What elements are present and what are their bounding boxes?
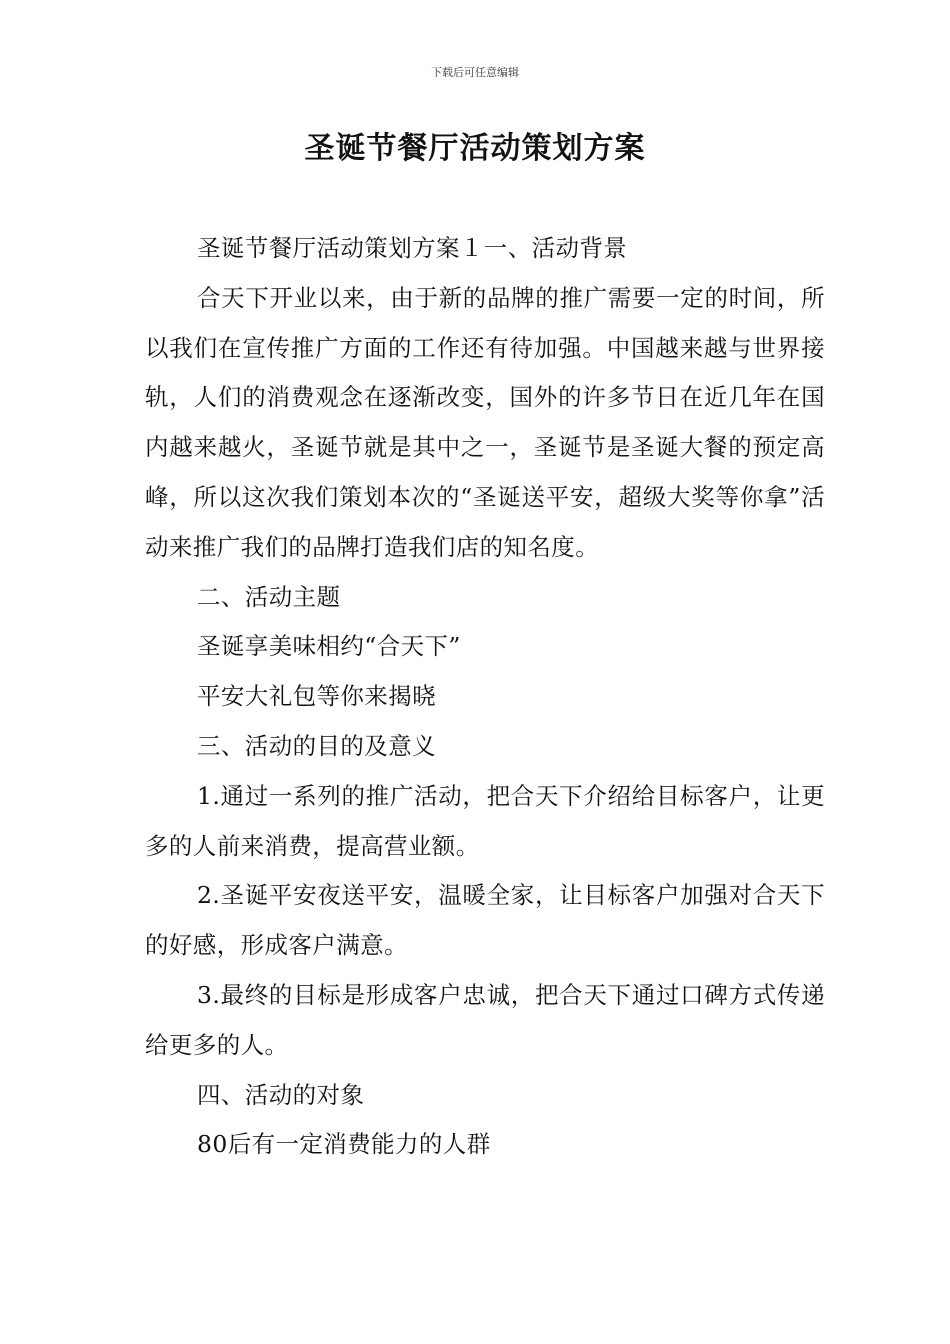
- document-title: 圣诞节餐厅活动策划方案: [304, 131, 646, 166]
- paragraph-purpose-3: 3.最终的目标是形成客户忠诚，把合天下通过口碑方式传递给更多的人。: [145, 980, 825, 1059]
- paragraph-theme-line-1: 圣诞享美味相约“合天下”: [197, 632, 461, 661]
- paragraph-target-audience: 80后有一定消费能力的人群: [197, 1130, 491, 1159]
- header-note: 下载后可任意编辑: [431, 66, 519, 79]
- paragraph-section-3-heading: 三、活动的目的及意义: [197, 731, 436, 760]
- paragraph-section-2-heading: 二、活动主题: [197, 582, 341, 611]
- paragraph-theme-line-2: 平安大礼包等你来揭晓: [197, 682, 436, 711]
- paragraph-purpose-2: 2.圣诞平安夜送平安，温暖全家，让目标客户加强对合天下的好感，形成客户满意。: [145, 881, 825, 960]
- document-body: [145, 224, 825, 1170]
- paragraph-background: 合天下开业以来，由于新的品牌的推广需要一定的时间，所以我们在宣传推广方面的工作还有待加强。中国越来越与世界接轨，人们的消费观念在逐渐改变，国外的许多节日在近几年在国内越来越火，圣诞节就是其中之一，圣诞节是圣诞大餐的预定高峰，所以这次我们策划本次的“圣诞送平安，超级大奖等你拿”活动来推广我们的品牌打造我们店的知名度。: [145, 283, 825, 561]
- paragraph-purpose-1: 1.通过一系列的推广活动，把合天下介绍给目标客户，让更多的人前来消费，提高营业额。: [145, 781, 825, 860]
- paragraph-section-1-heading: 圣诞节餐厅活动策划方案１一、活动背景: [197, 234, 628, 262]
- paragraph-section-4-heading: 四、活动的对象: [197, 1080, 365, 1109]
